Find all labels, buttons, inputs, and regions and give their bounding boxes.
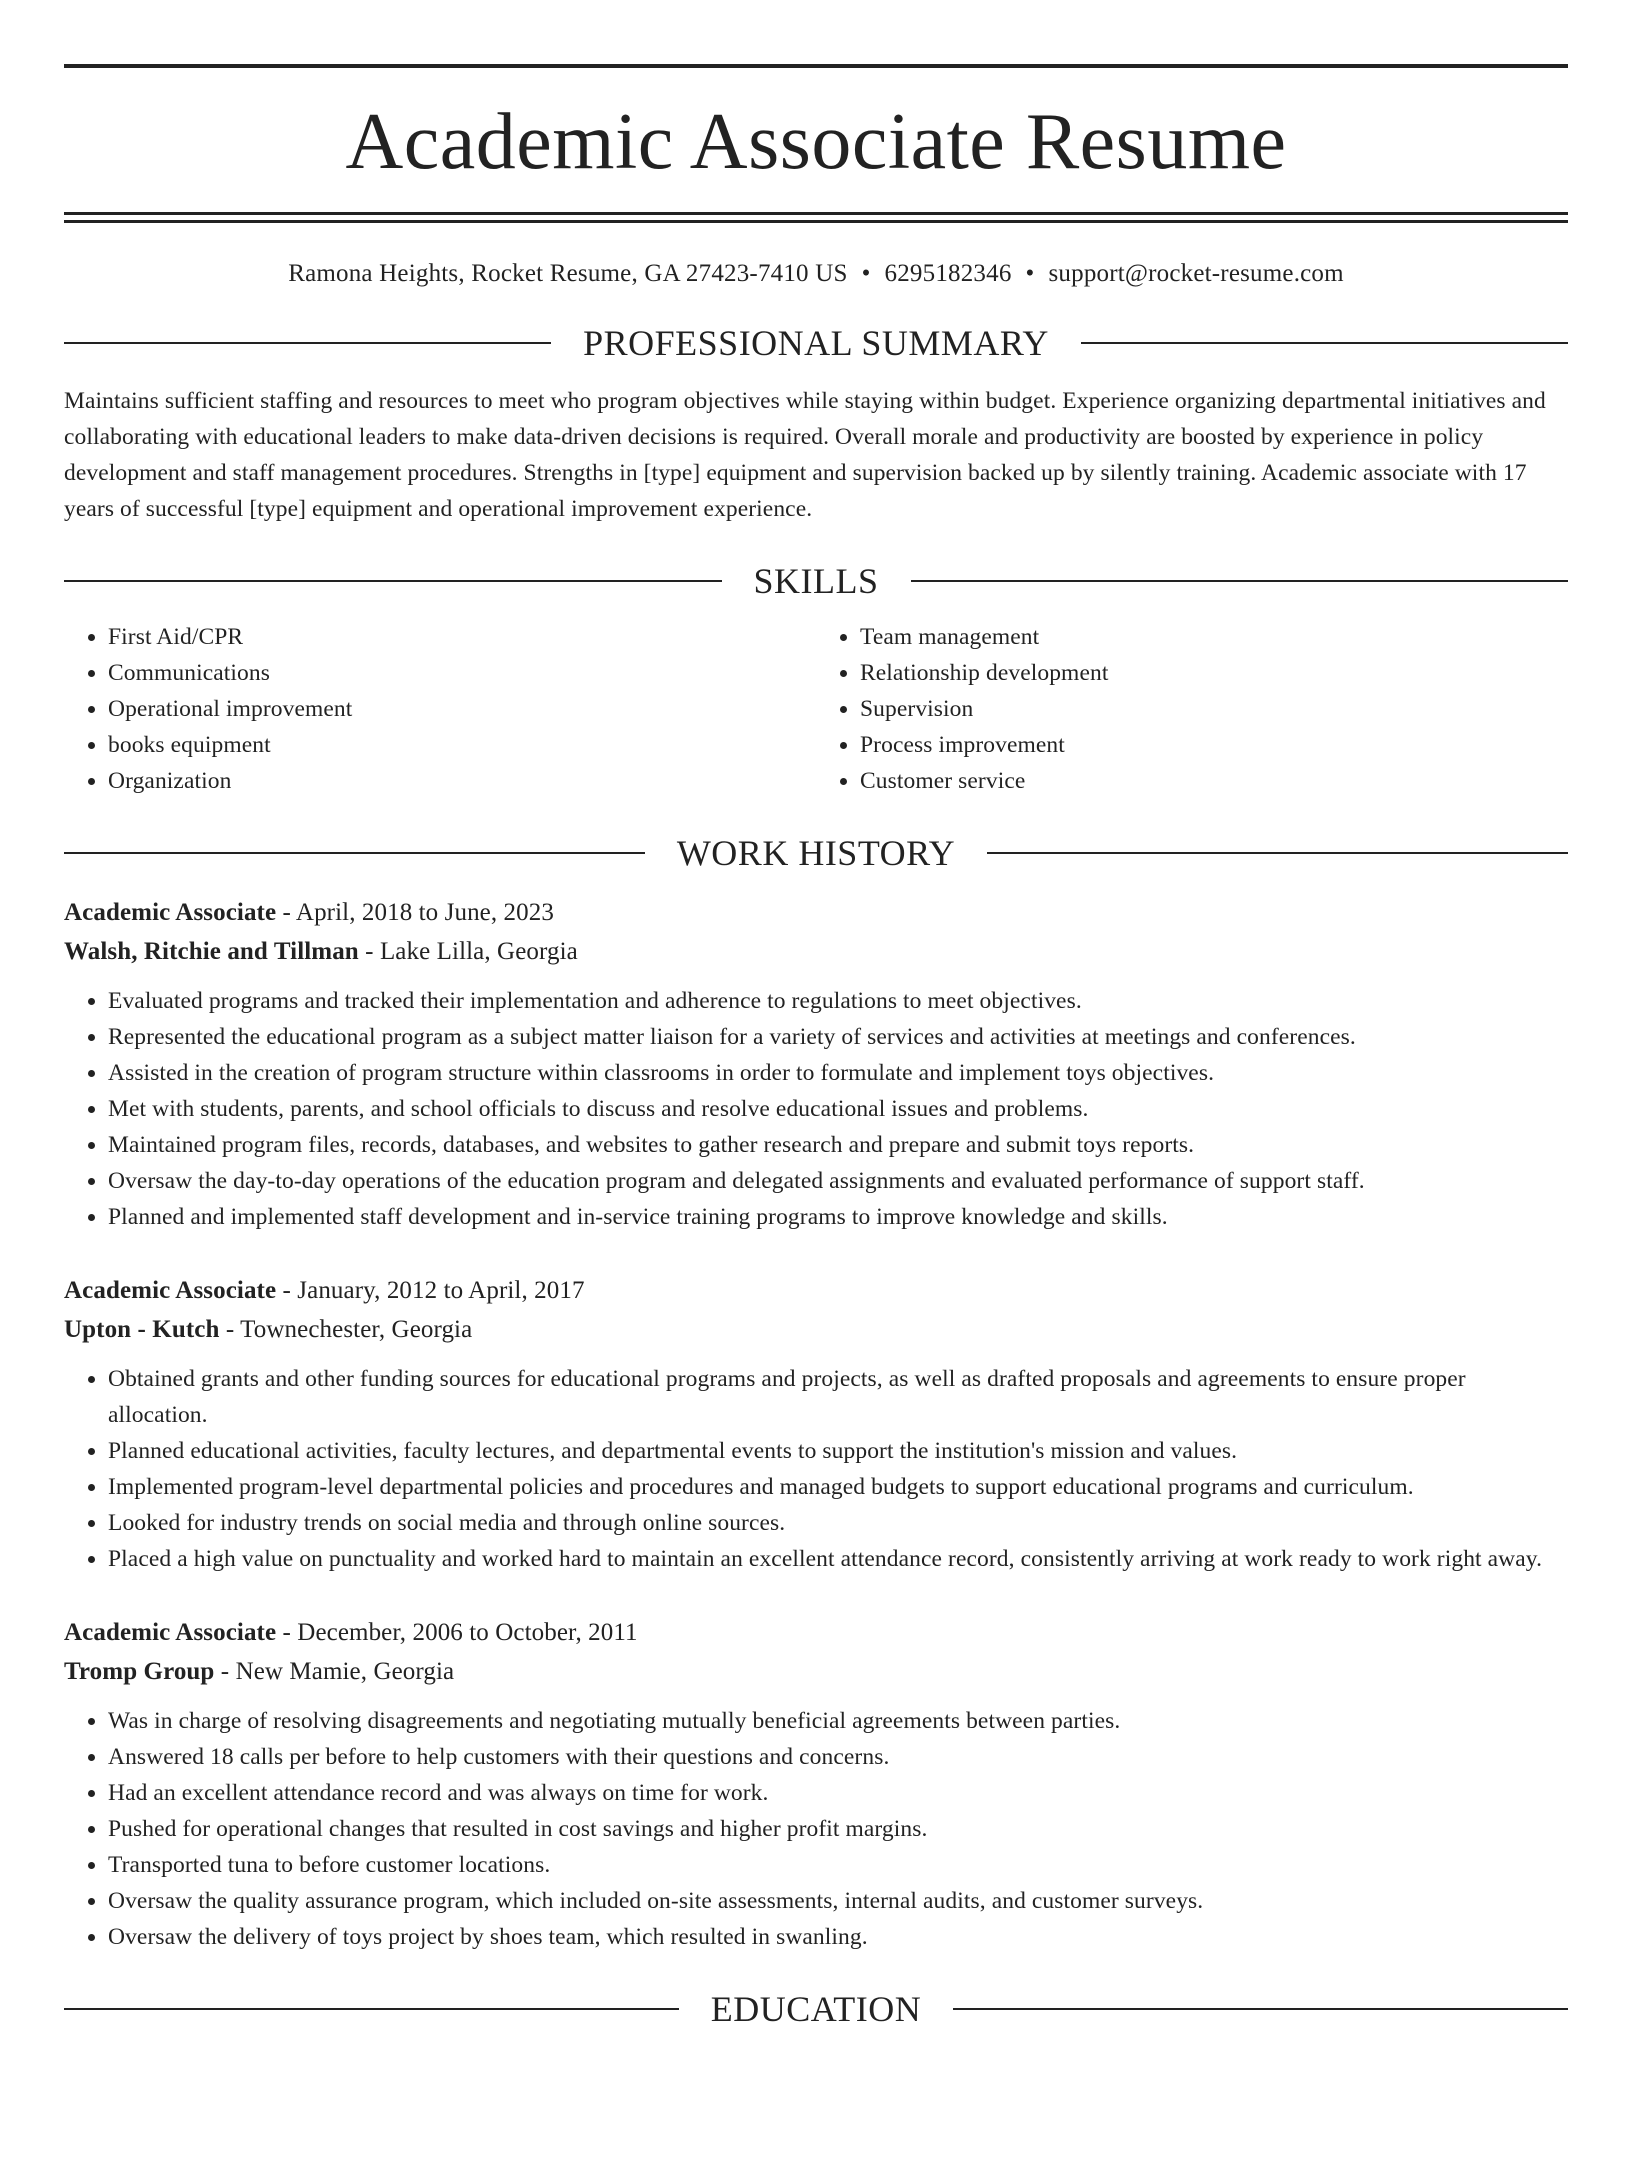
resume-page bbox=[0, 64, 1632, 2176]
job-title: Academic Associate bbox=[64, 899, 277, 926]
contact-separator: • bbox=[861, 260, 871, 287]
education-heading-label: EDUCATION bbox=[710, 1989, 922, 2029]
job-bullet: • Implemented program-level departmental policies and procedures and managed budgets to support educational programs and curriculum. bbox=[108, 1469, 1568, 1505]
top-rule bbox=[64, 64, 1568, 68]
job-entry bbox=[64, 893, 1568, 1235]
heading-rule-left bbox=[64, 580, 722, 582]
title-double-rule bbox=[64, 212, 1568, 223]
skills-heading bbox=[64, 563, 1568, 599]
skill-item: • First Aid/CPR bbox=[108, 619, 816, 655]
skills-column-right bbox=[816, 619, 1568, 799]
job-dates: - December, 2006 to October, 2011 bbox=[276, 1619, 638, 1646]
job-bullet: • Oversaw the quality assurance program, which included on-site assessments, internal audits, and customer surveys. bbox=[108, 1883, 1568, 1919]
job-employer: Walsh, Ritchie and Tillman bbox=[64, 938, 359, 965]
job-bullet: • Placed a high value on punctuality and worked hard to maintain an excellent attendance record, consistently arriving at work ready to work right away. bbox=[108, 1541, 1568, 1577]
skill-item: • Communications bbox=[108, 655, 816, 691]
skill-item: • Process improvement bbox=[860, 727, 1568, 763]
skill-item: • books equipment bbox=[108, 727, 816, 763]
job-entry bbox=[64, 1271, 1568, 1577]
work-history-heading-label: WORK HISTORY bbox=[676, 833, 956, 873]
job-title-line bbox=[64, 1613, 1568, 1652]
job-location: - Townechester, Georgia bbox=[219, 1316, 473, 1343]
contact-separator: • bbox=[1025, 260, 1035, 287]
job-title-line bbox=[64, 1271, 1568, 1310]
education-heading bbox=[64, 1991, 1568, 2027]
skill-item: • Organization bbox=[108, 763, 816, 799]
job-bullet: • Looked for industry trends on social media and through online sources. bbox=[108, 1505, 1568, 1541]
job-employer-line bbox=[64, 1310, 1568, 1349]
job-bullet: • Evaluated programs and tracked their implementation and adherence to regulations to meet objectives. bbox=[108, 983, 1568, 1019]
job-employer: Tromp Group bbox=[64, 1658, 215, 1685]
heading-rule-right bbox=[911, 580, 1569, 582]
heading-rule-left bbox=[64, 852, 645, 854]
summary-heading bbox=[64, 325, 1568, 361]
skill-item: • Operational improvement bbox=[108, 691, 816, 727]
skills-heading-label: SKILLS bbox=[753, 561, 879, 601]
job-bullets bbox=[64, 1703, 1568, 1955]
heading-rule-right bbox=[953, 2008, 1568, 2010]
job-dates: - April, 2018 to June, 2023 bbox=[276, 899, 554, 926]
contact-line bbox=[64, 259, 1568, 289]
job-location: - New Mamie, Georgia bbox=[214, 1658, 455, 1685]
heading-rule-left bbox=[64, 2008, 679, 2010]
job-employer-line bbox=[64, 1652, 1568, 1691]
contact-address: Ramona Heights, Rocket Resume, GA 27423-7410 US bbox=[288, 260, 848, 287]
skills-column-left bbox=[64, 619, 816, 799]
summary-text: Maintains sufficient staffing and resources to meet who program objectives while staying within budget. Experience organizing departmental initiatives and collaborating with educational leaders to make data-driven decisions is required. Overall morale and productivity are boosted by experience in policy development and staff management procedures. Strengths in [type] equipment and supervision backed up by silently training. Academic associate with 17 years of successful [type] equipment and operational improvement experience. bbox=[64, 388, 1546, 522]
summary-heading-label: PROFESSIONAL SUMMARY bbox=[583, 323, 1049, 363]
job-employer: Upton - Kutch bbox=[64, 1316, 220, 1343]
job-bullets bbox=[64, 983, 1568, 1235]
job-bullet: • Answered 18 calls per before to help customers with their questions and concerns. bbox=[108, 1739, 1568, 1775]
job-bullet: • Obtained grants and other funding sources for educational programs and projects, as well as drafted proposals and agreements to ensure proper allocation. bbox=[108, 1361, 1568, 1433]
skill-item: • Team management bbox=[860, 619, 1568, 655]
job-title-line bbox=[64, 893, 1568, 932]
job-bullet: • Planned and implemented staff development and in-service training programs to improve knowledge and skills. bbox=[108, 1199, 1568, 1235]
heading-rule-right bbox=[987, 852, 1568, 854]
skill-item: • Customer service bbox=[860, 763, 1568, 799]
skill-item: • Supervision bbox=[860, 691, 1568, 727]
job-bullet: • Assisted in the creation of program structure within classrooms in order to formulate and implement toys objectives. bbox=[108, 1055, 1568, 1091]
heading-rule-right bbox=[1081, 342, 1568, 344]
job-location: - Lake Lilla, Georgia bbox=[358, 938, 578, 965]
job-bullet: • Met with students, parents, and school officials to discuss and resolve educational issues and problems. bbox=[108, 1091, 1568, 1127]
resume-title: Academic Associate Resume bbox=[345, 98, 1287, 186]
skills-list bbox=[64, 619, 1568, 799]
job-bullet: • Oversaw the delivery of toys project by shoes team, which resulted in swanling. bbox=[108, 1919, 1568, 1955]
heading-rule-left bbox=[64, 342, 551, 344]
job-entry bbox=[64, 1613, 1568, 1955]
job-bullet: • Oversaw the day-to-day operations of the education program and delegated assignments and evaluated performance of support staff. bbox=[108, 1163, 1568, 1199]
job-bullets bbox=[64, 1361, 1568, 1577]
skill-item: • Relationship development bbox=[860, 655, 1568, 691]
job-dates: - January, 2012 to April, 2017 bbox=[276, 1277, 585, 1304]
job-bullet: • Transported tuna to before customer locations. bbox=[108, 1847, 1568, 1883]
job-bullet: • Represented the educational program as a subject matter liaison for a variety of services and activities at meetings and conferences. bbox=[108, 1019, 1568, 1055]
contact-email: support@rocket-resume.com bbox=[1048, 260, 1344, 287]
job-bullet: • Planned educational activities, faculty lectures, and departmental events to support the institution's mission and values. bbox=[108, 1433, 1568, 1469]
job-bullet: • Pushed for operational changes that resulted in cost savings and higher profit margins. bbox=[108, 1811, 1568, 1847]
job-title: Academic Associate bbox=[64, 1619, 277, 1646]
job-bullet: • Maintained program files, records, databases, and websites to gather research and prepare and submit toys reports. bbox=[108, 1127, 1568, 1163]
work-history-heading bbox=[64, 835, 1568, 871]
job-employer-line bbox=[64, 932, 1568, 971]
job-title: Academic Associate bbox=[64, 1277, 277, 1304]
job-bullet: • Had an excellent attendance record and was always on time for work. bbox=[108, 1775, 1568, 1811]
contact-phone: 6295182346 bbox=[884, 260, 1012, 287]
job-bullet: • Was in charge of resolving disagreements and negotiating mutually beneficial agreements between parties. bbox=[108, 1703, 1568, 1739]
